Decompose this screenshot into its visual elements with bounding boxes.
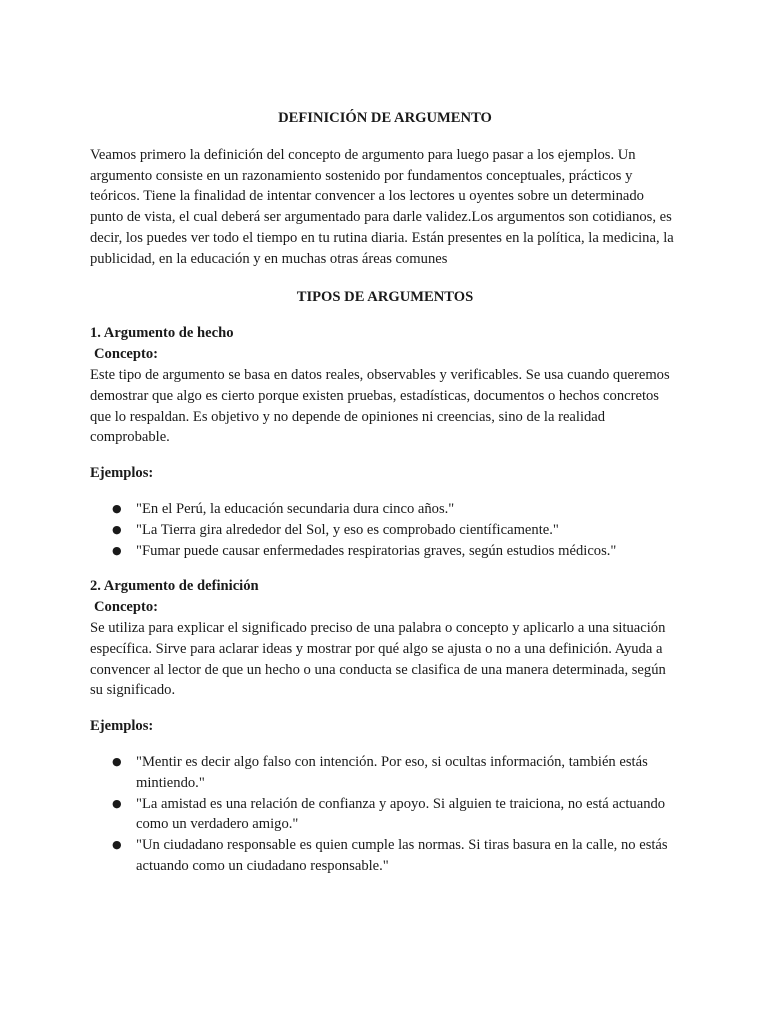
- section-argumento-de-hecho: [90, 323, 680, 561]
- bullet-icon: ●: [112, 838, 122, 852]
- examples-label: Ejemplos:: [90, 718, 154, 735]
- example-text: "La amistad es una relación de confianza y apoyo. Si alguien te traiciona, no está actuando como un verdadero amigo.": [136, 795, 666, 833]
- bullet-icon: ●: [112, 501, 122, 515]
- section-title: 2. Argumento de definición: [90, 578, 259, 595]
- document-title: DEFINICIÓN DE ARGUMENTO: [278, 110, 492, 126]
- bullet-icon: ●: [112, 754, 122, 768]
- concept-label: Concepto:: [94, 599, 159, 616]
- examples-list: [90, 752, 680, 877]
- bullet-icon: ●: [112, 522, 122, 536]
- examples-list: [90, 499, 680, 561]
- document-page: [90, 108, 680, 877]
- list-item: [90, 541, 680, 562]
- example-text: "Mentir es decir algo falso con intención. Por eso, si ocultas información, también estás mintiendo.": [136, 753, 648, 791]
- concept-text: Se utiliza para explicar el significado preciso de una palabra o concepto y aplicarlo a una situación específica. Sirve para aclarar ideas y mostrar por qué algo se ajusta o no a una definición. Ayuda a convencer al lector de que un hecho o una conducta se clasifica de una manera determinada, según su significado.: [90, 619, 666, 699]
- list-item: [90, 499, 680, 520]
- section-title: 1. Argumento de hecho: [90, 325, 234, 342]
- intro-paragraph: Veamos primero la definición del concepto de argumento para luego pasar a los ejemplos. Un argumento consiste en un razonamiento sostenido por fundamentos conceptuales, prácticos y teóricos. Tiene la finalidad de intentar convencer a los lectores u oyentes sobre un determinado punto de vista, el cual deberá ser argumentado para darle validez.Los argumentos son cotidianos, es decir, los puedes ver todo el tiempo en tu rutina diaria. Están presentes en la política, la medicina, la publicidad, en la educación y en muchas otras áreas comunes: [90, 146, 674, 267]
- example-text: "Fumar puede causar enfermedades respiratorias graves, según estudios médicos.": [136, 542, 617, 559]
- bullet-icon: ●: [112, 543, 122, 557]
- example-text: "Un ciudadano responsable es quien cumple las normas. Si tiras basura en la calle, no estás actuando como un ciudadano responsable.": [136, 837, 668, 874]
- example-text: "La Tierra gira alrededor del Sol, y eso es comprobado científicamente.": [136, 521, 559, 538]
- examples-label: Ejemplos:: [90, 465, 154, 482]
- list-item: [90, 752, 680, 794]
- list-item: [90, 520, 680, 541]
- section-argumento-de-definicion: [90, 576, 680, 876]
- types-heading: TIPOS DE ARGUMENTOS: [296, 288, 474, 305]
- concept-label: Concepto:: [94, 346, 159, 363]
- list-item: [90, 835, 680, 877]
- concept-text: Este tipo de argumento se basa en datos reales, observables y verificables. Se usa cuando queremos demostrar que algo es cierto porque existen pruebas, estadísticas, documentos o hechos concretos que lo respaldan. Es objetivo y no depende de opiniones ni creencias, sino de la realidad comprobable.: [90, 366, 670, 446]
- list-item: [90, 794, 680, 836]
- bullet-icon: ●: [112, 796, 122, 810]
- example-text: "En el Perú, la educación secundaria dura cinco años.": [136, 500, 455, 517]
